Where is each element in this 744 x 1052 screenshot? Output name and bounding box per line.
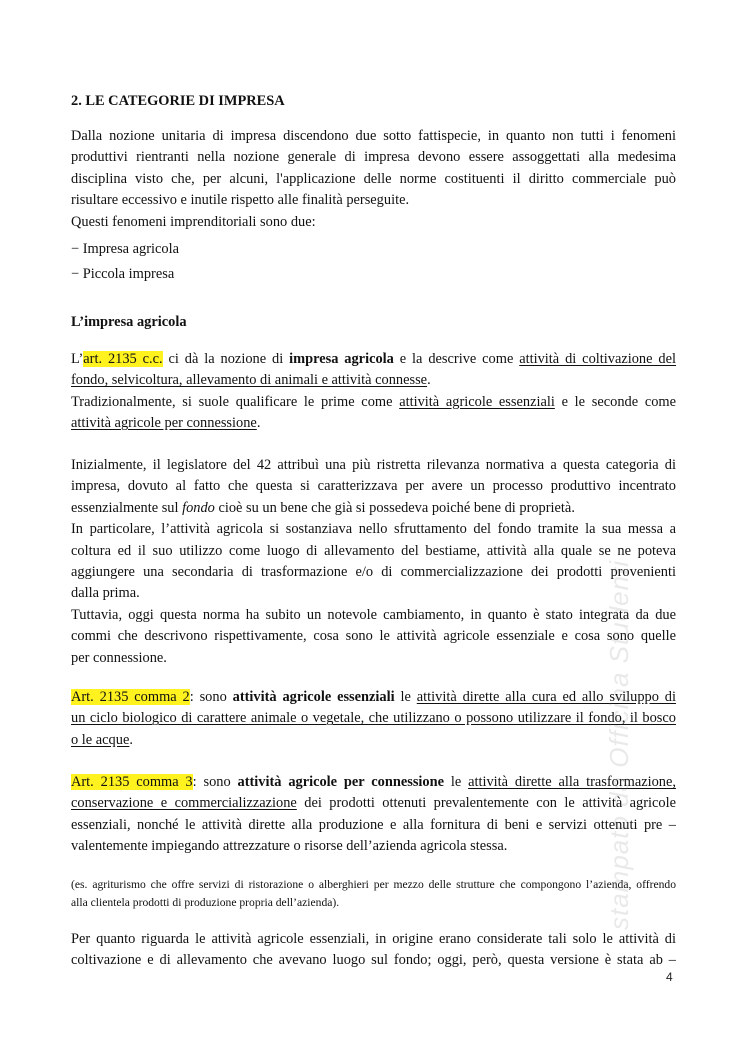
- text: ci dà la nozione di: [162, 351, 290, 367]
- text: dei prodotti ottenuti prevalentemente con le attività agricole: [296, 795, 676, 812]
- underlined-text: o le acque: [71, 731, 130, 748]
- underlined-text: attività dirette alla cura ed allo sviluppo di: [416, 689, 676, 705]
- text: le: [444, 774, 469, 790]
- paragraph-comma-2: [71, 687, 676, 751]
- text: Tradizionalmente, si suole qualificare le prime come: [71, 393, 400, 410]
- text-line: [71, 793, 676, 814]
- underlined-text: attività agricole essenziali: [399, 393, 555, 410]
- text: : sono: [192, 774, 238, 790]
- intro-paragraph: [71, 126, 676, 233]
- text-line: [71, 349, 676, 370]
- text: .: [129, 731, 133, 748]
- article-ref-highlight: Art. 2135 comma 2: [71, 689, 190, 705]
- text-line: aggiungere una secondaria di trasformazione e/o di commercializzazione dei prodotti provenienti: [71, 564, 676, 581]
- section-title: 2. LE CATEGORIE DI IMPRESA: [71, 93, 285, 109]
- text-line: valentemente impiegando attrezzature o risorse dell’azienda agricola stessa.: [71, 838, 508, 855]
- text: cioè su un bene che già si possedeva poiché bene di proprietà.: [214, 499, 575, 516]
- text-line: [71, 708, 676, 729]
- watermark: stampato da Officina Studenti: [604, 559, 634, 930]
- underlined-text: conservazione e commercializzazione: [71, 795, 297, 812]
- text-line: Dalla nozione unitaria di impresa discendono due sotto fattispecie, in quanto non tutti i fenomeni: [71, 128, 676, 144]
- underlined-text: attività agricole per connessione: [71, 415, 257, 432]
- text-line: commi che descrivono rispettivamente, cosa sono le attività agricole essenziale e cosa sono quelle: [71, 628, 676, 645]
- text-line: impresa, dovuto al fatto che questa si caratterizzava per avere un processo produttivo incentrato: [71, 478, 676, 495]
- underlined-text: un ciclo biologico di carattere animale o vegetale, che utilizzano o possono utilizzare il fondo, il bosco: [71, 710, 676, 727]
- paragraph-essential: [71, 929, 676, 972]
- text: e la descrive come: [393, 351, 520, 367]
- paragraph-history: [71, 455, 676, 669]
- text-line: coltura ed il suo utilizzo come luogo di allevamento del bestiame, attività alla quale se ne poteva: [71, 542, 676, 559]
- text-line: [71, 687, 676, 708]
- text-line: dalla prima.: [71, 585, 140, 602]
- list-item: − Impresa agricola: [71, 241, 180, 257]
- text: le: [394, 689, 417, 705]
- text-line: alla clientela prodotti di produzione propria dell’azienda).: [71, 895, 340, 909]
- underlined-text: attività di coltivazione del: [519, 351, 676, 367]
- underlined-text: attività dirette alla trasformazione,: [468, 774, 676, 790]
- text-line: essenziali, nonché le attività dirette alla produzione e alla fornitura di beni e servizi ottenuti pre –: [71, 816, 676, 833]
- category-list: [71, 237, 676, 287]
- text-line: [71, 730, 676, 751]
- text-line: [71, 772, 676, 793]
- bold-term: impresa agricola: [289, 351, 394, 367]
- text-line: [71, 370, 676, 391]
- subheading: L’impresa agricola: [71, 314, 187, 330]
- text-line: [71, 413, 676, 434]
- text: .: [427, 372, 431, 389]
- italic-term: fondo: [182, 499, 215, 516]
- text: essenzialmente sul: [71, 499, 183, 516]
- text-line: disciplina visto che, per alcuni, l'applicazione delle norme costituenti il diritto commerciale può: [71, 170, 676, 187]
- text: L’: [71, 351, 84, 367]
- text: e le seconde come: [554, 393, 676, 410]
- text-line: (es. agriturismo che offre servizi di ristorazione o alberghieri per mezzo delle strutture che compongono l’azienda, offrendo: [71, 878, 676, 891]
- text-line: In particolare, l’attività agricola si sostanziava nello sfruttamento del fondo tramite la sua messa a: [71, 521, 676, 538]
- text-line: coltivazione e di allevamento che avevano luogo sul fondo; oggi, però, questa versione è stata ab –: [71, 952, 676, 969]
- text-line: per connessione.: [71, 649, 167, 666]
- article-ref-highlight: art. 2135 c.c.: [83, 351, 163, 367]
- article-ref-highlight: Art. 2135 comma 3: [71, 774, 193, 790]
- text-line: [71, 392, 676, 413]
- intro-lead: Questi fenomeni imprenditoriali sono due:: [71, 213, 316, 230]
- bold-term: attività agricole essenziali: [232, 689, 395, 705]
- list-item: − Piccola impresa: [71, 266, 175, 282]
- example-note: [71, 876, 676, 911]
- text: : sono: [189, 689, 233, 705]
- text-line: [71, 498, 676, 519]
- text: .: [256, 415, 261, 432]
- paragraph-comma-3: [71, 772, 676, 858]
- text-line: risultare eccessivo e inutile rispetto alle finalità perseguite.: [71, 192, 410, 209]
- text-line: Per quanto riguarda le attività agricole essenziali, in origine erano considerate tali solo le attività di: [71, 931, 676, 947]
- text-line: Inizialmente, il legislatore del 42 attribuì una più ristretta rilevanza normativa a questa categoria di: [71, 457, 676, 473]
- bold-term: attività agricole per connessione: [237, 774, 445, 790]
- underlined-text: fondo, selvicoltura, allevamento di animali e attività connesse: [71, 372, 428, 389]
- text-line: Tuttavia, oggi questa norma ha subito un notevole cambiamento, in quanto è stato integrata da due: [71, 606, 676, 623]
- paragraph-definition: [71, 349, 676, 435]
- text-line: produttivi rientranti nella nozione generale di impresa devono essere assoggettati alla medesima: [71, 149, 676, 166]
- page-number: 4: [666, 970, 673, 984]
